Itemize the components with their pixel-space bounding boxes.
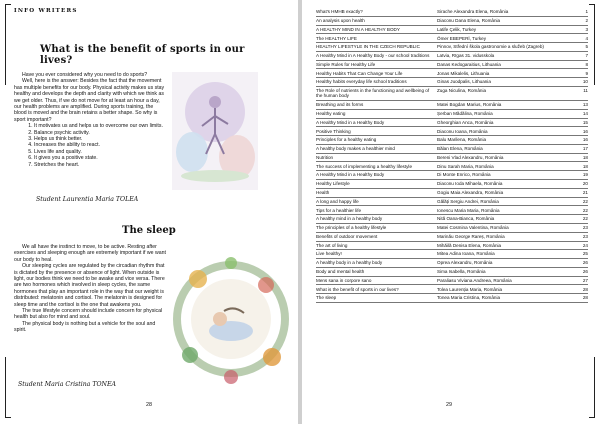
- toc-author: Gheorghian Anca, România: [437, 119, 494, 125]
- toc-row: [316, 180, 588, 189]
- toc-author: Diaconu Ioana, România: [437, 128, 488, 134]
- toc-title: A healthy body in a healthy body: [316, 260, 383, 266]
- toc-author: Ionescu Maria Maria, România: [437, 207, 500, 213]
- toc-author: Bereni Vlad Alexandru, România: [437, 154, 504, 160]
- left-page: [0, 0, 298, 424]
- paragraph: The physical body is nothing but a vehicle for the soul and spirit.: [14, 320, 156, 334]
- list-item: 1. It motivates us and helps us to overcome our own limits.: [34, 123, 166, 129]
- toc-title: The success of implementing a healthy lifestyle: [316, 163, 413, 169]
- toc-page: 28: [582, 286, 588, 292]
- toc-row: [316, 110, 588, 119]
- toc-title: Body and mental health: [316, 269, 365, 275]
- toc-row: [316, 224, 588, 233]
- toc-author: Marinău George Rareș, România: [437, 233, 505, 239]
- toc-author: Diaconu Ioda Mihaela, România: [437, 181, 503, 187]
- toc-row: [316, 250, 588, 259]
- toc-author: Tolea Laurenția Maria, România: [437, 286, 503, 292]
- toc-title: A healthy mind in a healthy body: [316, 216, 383, 222]
- benefit-list: [14, 123, 166, 168]
- toc-row: [316, 127, 588, 136]
- toc-row: [316, 206, 588, 215]
- list-item: 3. Helps us think better.: [34, 136, 166, 142]
- toc-title: Mens sana in corpore sano: [316, 277, 372, 283]
- toc-title: Healthy Habits That Can Change Your Life: [316, 70, 403, 76]
- toc-page: 17: [582, 146, 588, 152]
- toc-row: [316, 26, 588, 35]
- toc-page: 23: [582, 233, 588, 239]
- toc-row: [316, 268, 588, 277]
- toc-title: Health: [316, 190, 330, 196]
- toc-title: Simple Rules for Healthy Life: [316, 61, 376, 67]
- list-item: 6. It gives you a positive state.: [34, 155, 166, 161]
- sleep-illustration: [168, 245, 294, 395]
- toc-author: Mihăilă Denisa Elena, România: [437, 242, 502, 248]
- toc-page: 26: [582, 260, 588, 266]
- toc-author: Latife Çelik, Turkey: [437, 26, 477, 32]
- toc-page: 19: [582, 172, 588, 178]
- page-number: 28: [146, 402, 152, 408]
- toc-page: 5: [585, 44, 588, 50]
- toc-title: A Healthy Mind in a Healthy Body: [316, 172, 385, 178]
- toc-title: What is the benefit of sports in our lives?: [316, 286, 399, 292]
- toc-page: 7: [585, 53, 588, 59]
- corner-mark: [5, 4, 11, 85]
- toc-title: Healthy habits everyday life school traditions: [316, 79, 407, 85]
- list-item: 5. Lives life and quality.: [34, 149, 166, 155]
- toc-page: 1: [585, 9, 588, 15]
- toc-page: 8: [585, 61, 588, 67]
- toc-row: [316, 189, 588, 198]
- toc-page: 2: [585, 17, 588, 23]
- toc-row: [316, 17, 588, 26]
- toc-author: Di Monte Enrico, România: [437, 172, 491, 178]
- toc-page: 20: [582, 181, 588, 187]
- toc-author: Mitea Adina Ioana, România: [437, 251, 495, 257]
- article-body: [14, 244, 166, 334]
- toc-author: Șerban Mădălina, România: [437, 110, 493, 116]
- toc-author: Sima Isabella, România: [437, 269, 486, 275]
- toc-row: [316, 259, 588, 268]
- toc-author: Gogiu Maia Alexandra, România: [437, 190, 504, 196]
- paragraph: The true lifestyle concern should include concern for physical health but also for mind and soul.: [14, 308, 163, 321]
- toc-page: 15: [582, 119, 588, 125]
- toc-page: 28: [582, 295, 588, 301]
- toc-title: What's HMHB exactly?: [316, 9, 363, 15]
- toc-author: Zuga Niculina, România: [437, 88, 487, 94]
- toc-page: 16: [582, 128, 588, 134]
- toc-title: HEALTHY LIFESTYLE IN THE CZECH REPUBLIC: [316, 44, 420, 50]
- paragraph: Our sleeping cycles are regulated by the circadian rhythm that is dictated by the presence or absence of light. When outside is light, our bodies think we need to be awake and vice versa. There are two hormones which involved in sleep cycles, the same hormones that play an important role in the way that our weight is distributed: melatonin and cortisol. The melatonin is designed for sleep time and the cortisol is the one that awakens you.: [14, 263, 165, 308]
- toc-row: [316, 171, 588, 180]
- toc-page: 27: [582, 277, 588, 283]
- list-item: 4. Increases the ability to react.: [34, 142, 166, 148]
- corner-mark: [589, 4, 595, 85]
- toc-row: [316, 294, 588, 303]
- toc-row: [316, 34, 588, 43]
- toc-title: Healthy eating: [316, 110, 346, 116]
- sports-illustration: [172, 72, 258, 190]
- table-of-contents: [316, 8, 588, 303]
- toc-title: Nutrition: [316, 154, 334, 160]
- toc-author: Dinu Sarah Maria, România: [437, 163, 494, 169]
- right-page: [302, 0, 600, 424]
- toc-page: 9: [585, 70, 588, 76]
- toc-title: Tips for a healthier life: [316, 207, 362, 213]
- toc-page: 25: [582, 251, 588, 257]
- toc-page: 10: [582, 79, 588, 85]
- paragraph: Well, here is the answer: Besides the fact that the movement has multiple benefits for our body. Physical activity makes us stay healthy and develops the depth and clarity with which we think as we get older. Thus, if we do not move for at least an hour a day, our health problems are amplified. During sports training, the blood is moved and the brain retains a better shape. So why is sport important?: [14, 78, 165, 123]
- toc-page: 26: [582, 269, 588, 275]
- toc-title: Breathing and its forms: [316, 102, 364, 108]
- toc-author: Danas Kedogaraitius, Lithuania: [437, 61, 501, 67]
- toc-page: 3: [585, 26, 588, 32]
- toc-row: [316, 285, 588, 294]
- toc-row: [316, 215, 588, 224]
- toc-author: Diaconu Dana Elena, România: [437, 17, 501, 23]
- toc-row: [316, 119, 588, 128]
- toc-row: [316, 78, 588, 87]
- toc-author: Matei Bogdan Marius, România: [437, 102, 502, 108]
- toc-title: Positive Thinking: [316, 128, 351, 134]
- toc-title: The sleep: [316, 295, 337, 301]
- toc-row: [316, 43, 588, 52]
- corner-mark: [5, 357, 11, 418]
- article-title: The sleep: [122, 225, 176, 236]
- toc-page: 24: [582, 242, 588, 248]
- toc-row: [316, 52, 588, 61]
- toc-author: Pinnov, Střední škola gastronomie a služeb (Zagreb): [437, 44, 544, 50]
- list-item: 7. Stretches the heart.: [34, 162, 166, 168]
- toc-title: A healthy body makes a healthier mind: [316, 146, 395, 152]
- toc-row: [316, 277, 588, 286]
- toc-page: 13: [582, 102, 588, 108]
- toc-row: [316, 136, 588, 145]
- author-signature: Student Maria Cristina TONEA: [18, 381, 116, 388]
- page-number: 29: [446, 402, 452, 408]
- toc-page: 22: [582, 216, 588, 222]
- toc-title: Healthy Lifestyle: [316, 181, 350, 187]
- toc-page: 18: [582, 154, 588, 160]
- toc-author: Jonas Mikalelis, Lithuania: [437, 70, 490, 76]
- article-body: [14, 72, 166, 168]
- toc-row: [316, 69, 588, 78]
- article-title: What is the benefit of sports in our lives?: [40, 44, 245, 66]
- paragraph: We all have the instinct to move, to be active. Resting after exercises and sleeping enough are extremely important if we want our body to heal.: [14, 244, 166, 263]
- toc-title: Live healthy!: [316, 251, 342, 257]
- toc-title: A long and happy life: [316, 198, 359, 204]
- author-signature: Student Laurentia Maria TOLEA: [36, 196, 139, 203]
- toc-title: A Healthy Mind in A Healthy Body - our school traditions: [316, 53, 430, 59]
- toc-title: Principles for a healthy eating: [316, 137, 377, 143]
- paragraph: Have you ever considered why you need to do sports?: [22, 72, 148, 78]
- toc-author: Matei Cosmina Valentina, România: [437, 225, 509, 231]
- toc-title: A Healthy Mind in a Healthy Body: [316, 119, 385, 125]
- toc-author: Sirache Alexandra Elena, România: [437, 9, 509, 15]
- toc-row: [316, 233, 588, 242]
- toc-author: Gălăți Sergiu Andrei, România: [437, 198, 499, 204]
- toc-page: 4: [585, 35, 588, 41]
- toc-row: [316, 162, 588, 171]
- toc-author: Paraliasu Viviana Andreea, România: [437, 277, 512, 283]
- toc-title: Benefits of outdoor movement: [316, 233, 378, 239]
- toc-row: [316, 145, 588, 154]
- corner-mark: [589, 357, 595, 418]
- toc-title: The Role of nutrients in the functioning and wellbeing of the human body: [316, 88, 430, 99]
- toc-page: 21: [582, 190, 588, 196]
- toc-row: [316, 87, 588, 101]
- toc-author: Tonea Maria Cristina, România: [437, 295, 501, 301]
- toc-author: Ginas Juodpalis, Lithuania: [437, 79, 491, 85]
- toc-row: [316, 154, 588, 163]
- toc-title: A HEALTHY MIND IN A HEALTHY BODY: [316, 26, 400, 32]
- toc-title: The art of living: [316, 242, 348, 248]
- toc-author: Nită Oana-Bianca, România: [437, 216, 495, 222]
- toc-title: The HEALTHY LIFE: [316, 35, 357, 41]
- toc-author: Bălan Elena, România: [437, 146, 483, 152]
- toc-row: [316, 101, 588, 110]
- toc-page: 14: [582, 110, 588, 116]
- toc-author: Balu Marilena, România: [437, 137, 487, 143]
- toc-page: 16: [582, 137, 588, 143]
- toc-author: Latvia, Rīgas 31. vidusskola: [437, 53, 495, 59]
- toc-page: 11: [583, 88, 588, 94]
- toc-row: [316, 198, 588, 207]
- section-header: INFO WRITERS: [14, 8, 78, 14]
- toc-title: An analysis upon health: [316, 17, 365, 23]
- toc-page: 23: [582, 225, 588, 231]
- toc-row: [316, 8, 588, 17]
- toc-page: 22: [582, 207, 588, 213]
- toc-row: [316, 242, 588, 251]
- list-item: 2. Balance psychic activity.: [34, 130, 166, 136]
- toc-row: [316, 61, 588, 70]
- toc-author: Ömer EBEPERİ, Turkey: [437, 35, 487, 41]
- toc-title: The principles of a healthy lifestyle: [316, 225, 387, 231]
- toc-author: Oprea Alexandru, România: [437, 260, 493, 266]
- toc-page: 18: [582, 163, 588, 169]
- toc-page: 22: [582, 198, 588, 204]
